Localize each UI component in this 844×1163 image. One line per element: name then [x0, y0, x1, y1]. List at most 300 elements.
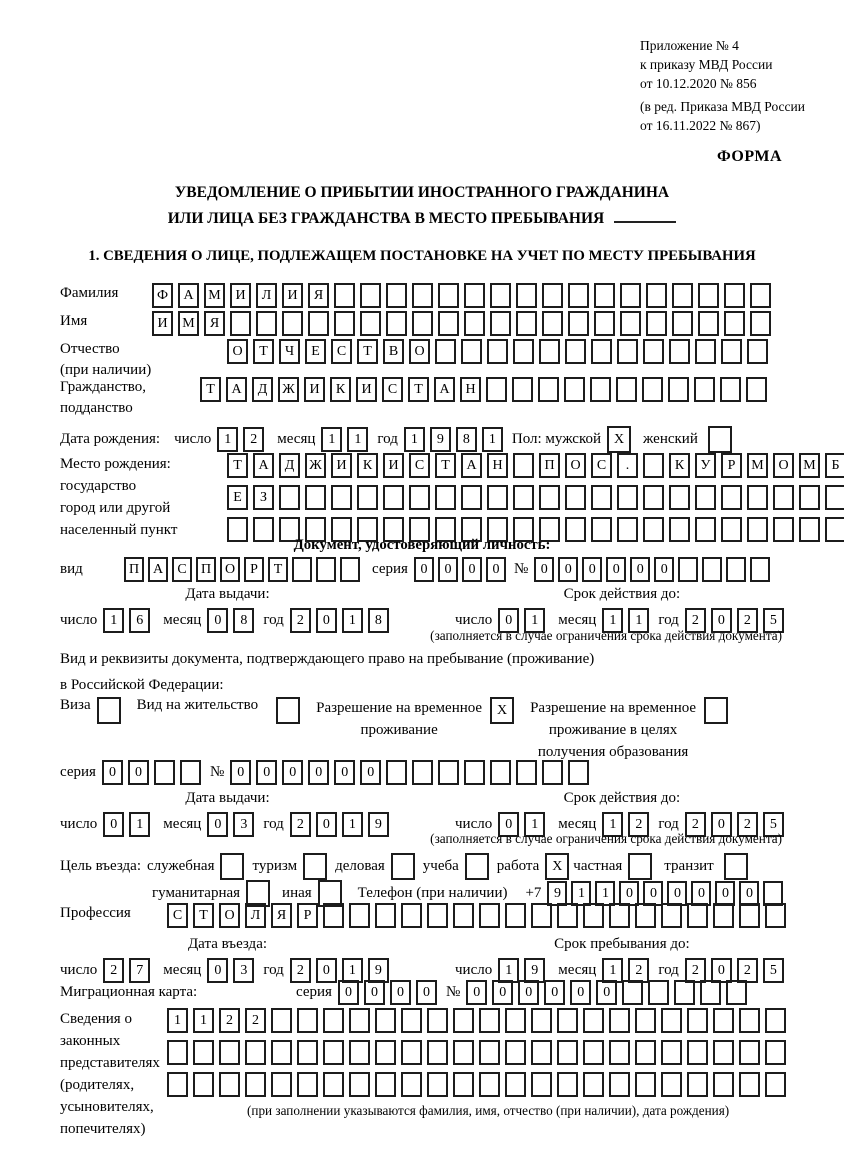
form-cell[interactable]: [297, 1040, 318, 1065]
form-cell[interactable]: [245, 1072, 266, 1097]
form-cell[interactable]: [565, 339, 586, 364]
form-cell[interactable]: [386, 311, 407, 336]
form-cell[interactable]: [360, 283, 381, 308]
form-cell[interactable]: 9: [547, 881, 567, 906]
form-cell[interactable]: [154, 760, 175, 785]
form-cell[interactable]: [513, 453, 534, 478]
form-cell[interactable]: [635, 1008, 656, 1033]
form-cell[interactable]: 1: [321, 427, 342, 452]
form-cell[interactable]: [531, 1072, 552, 1097]
form-cell[interactable]: Т: [357, 339, 378, 364]
form-cell[interactable]: 2: [685, 958, 706, 983]
form-cell[interactable]: [505, 903, 526, 928]
form-cell[interactable]: О: [409, 339, 430, 364]
form-cell[interactable]: [334, 311, 355, 336]
form-cell[interactable]: 0: [715, 881, 735, 906]
form-cell[interactable]: [687, 1072, 708, 1097]
form-cell[interactable]: [568, 283, 589, 308]
form-cell[interactable]: Ж: [278, 377, 299, 402]
form-cell[interactable]: [713, 1072, 734, 1097]
form-cell[interactable]: [747, 485, 768, 510]
form-cell[interactable]: А: [226, 377, 247, 402]
form-cell[interactable]: П: [196, 557, 216, 582]
form-checkbox[interactable]: [303, 853, 327, 880]
form-cell[interactable]: [401, 1072, 422, 1097]
form-cell[interactable]: [349, 1072, 370, 1097]
form-cell[interactable]: 2: [737, 958, 758, 983]
form-cell[interactable]: 0: [654, 557, 674, 582]
form-cell[interactable]: 1: [103, 608, 124, 633]
form-cell[interactable]: [695, 485, 716, 510]
form-cell[interactable]: 8: [368, 608, 389, 633]
form-cell[interactable]: [687, 903, 708, 928]
form-cell[interactable]: 0: [570, 980, 591, 1005]
form-cell[interactable]: [825, 517, 844, 542]
form-cell[interactable]: [305, 485, 326, 510]
form-cell[interactable]: [427, 903, 448, 928]
form-cell[interactable]: [464, 311, 485, 336]
form-cell[interactable]: 0: [316, 608, 337, 633]
form-cell[interactable]: 0: [364, 980, 385, 1005]
form-cell[interactable]: [279, 485, 300, 510]
form-cell[interactable]: О: [219, 903, 240, 928]
form-cell[interactable]: 1: [498, 958, 519, 983]
form-cell[interactable]: [490, 760, 511, 785]
form-cell[interactable]: [167, 1040, 188, 1065]
form-cell[interactable]: Д: [279, 453, 300, 478]
form-cell[interactable]: 1: [602, 608, 623, 633]
form-cell[interactable]: 0: [230, 760, 251, 785]
form-cell[interactable]: [661, 903, 682, 928]
form-cell[interactable]: [349, 903, 370, 928]
form-cell[interactable]: [702, 557, 722, 582]
form-cell[interactable]: [323, 1008, 344, 1033]
form-cell[interactable]: 0: [498, 812, 519, 837]
form-cell[interactable]: [386, 283, 407, 308]
form-cell[interactable]: И: [331, 453, 352, 478]
form-cell[interactable]: 7: [129, 958, 150, 983]
form-cell[interactable]: [435, 339, 456, 364]
form-cell[interactable]: 0: [308, 760, 329, 785]
form-cell[interactable]: Т: [227, 453, 248, 478]
form-cell[interactable]: [739, 903, 760, 928]
form-cell[interactable]: [453, 1040, 474, 1065]
form-cell[interactable]: [516, 760, 537, 785]
form-cell[interactable]: [591, 339, 612, 364]
form-cell[interactable]: 5: [763, 812, 784, 837]
form-cell[interactable]: [765, 903, 786, 928]
form-cell[interactable]: С: [167, 903, 188, 928]
form-cell[interactable]: [542, 311, 563, 336]
form-cell[interactable]: 0: [691, 881, 711, 906]
form-cell[interactable]: И: [383, 453, 404, 478]
form-cell[interactable]: [360, 311, 381, 336]
form-cell[interactable]: [721, 339, 742, 364]
form-cell[interactable]: [297, 1008, 318, 1033]
form-checkbox[interactable]: [97, 697, 121, 724]
form-cell[interactable]: [542, 283, 563, 308]
form-cell[interactable]: 1: [193, 1008, 214, 1033]
form-cell[interactable]: [724, 311, 745, 336]
form-cell[interactable]: [616, 377, 637, 402]
form-cell[interactable]: И: [282, 283, 303, 308]
form-cell[interactable]: [193, 1072, 214, 1097]
form-cell[interactable]: [700, 980, 721, 1005]
form-cell[interactable]: [721, 485, 742, 510]
form-cell[interactable]: 0: [338, 980, 359, 1005]
form-cell[interactable]: 2: [737, 812, 758, 837]
form-cell[interactable]: [643, 339, 664, 364]
form-cell[interactable]: М: [204, 283, 225, 308]
form-cell[interactable]: 0: [360, 760, 381, 785]
form-cell[interactable]: [643, 485, 664, 510]
form-cell[interactable]: [609, 1008, 630, 1033]
form-checkbox[interactable]: [628, 853, 652, 880]
form-cell[interactable]: [617, 339, 638, 364]
form-cell[interactable]: [505, 1040, 526, 1065]
form-cell[interactable]: 1: [217, 427, 238, 452]
form-cell[interactable]: Т: [193, 903, 214, 928]
form-cell[interactable]: [531, 1008, 552, 1033]
form-checkbox[interactable]: X: [545, 853, 569, 880]
form-cell[interactable]: 0: [416, 980, 437, 1005]
form-cell[interactable]: Т: [435, 453, 456, 478]
form-cell[interactable]: 2: [290, 608, 311, 633]
form-cell[interactable]: Я: [271, 903, 292, 928]
form-checkbox[interactable]: [708, 426, 732, 453]
form-cell[interactable]: 1: [595, 881, 615, 906]
form-cell[interactable]: 0: [582, 557, 602, 582]
form-cell[interactable]: [724, 283, 745, 308]
form-cell[interactable]: Д: [252, 377, 273, 402]
form-cell[interactable]: Е: [305, 339, 326, 364]
form-cell[interactable]: [453, 1008, 474, 1033]
form-cell[interactable]: П: [124, 557, 144, 582]
form-cell[interactable]: [591, 485, 612, 510]
form-cell[interactable]: [308, 311, 329, 336]
form-cell[interactable]: 0: [207, 958, 228, 983]
form-cell[interactable]: [512, 377, 533, 402]
form-cell[interactable]: 0: [711, 958, 732, 983]
form-cell[interactable]: [427, 1072, 448, 1097]
form-cell[interactable]: [349, 1040, 370, 1065]
form-cell[interactable]: З: [253, 485, 274, 510]
form-cell[interactable]: [513, 339, 534, 364]
form-cell[interactable]: 1: [404, 427, 425, 452]
form-cell[interactable]: [438, 311, 459, 336]
form-cell[interactable]: [594, 311, 615, 336]
form-cell[interactable]: И: [152, 311, 173, 336]
form-cell[interactable]: [698, 311, 719, 336]
form-cell[interactable]: Р: [244, 557, 264, 582]
form-cell[interactable]: [230, 311, 251, 336]
form-cell[interactable]: О: [220, 557, 240, 582]
form-checkbox[interactable]: [465, 853, 489, 880]
form-cell[interactable]: 1: [342, 608, 363, 633]
form-cell[interactable]: [620, 311, 641, 336]
form-cell[interactable]: 0: [316, 958, 337, 983]
form-cell[interactable]: Л: [256, 283, 277, 308]
form-cell[interactable]: К: [669, 453, 690, 478]
form-cell[interactable]: Р: [297, 903, 318, 928]
form-cell[interactable]: [193, 1040, 214, 1065]
form-cell[interactable]: [765, 1072, 786, 1097]
form-cell[interactable]: 0: [619, 881, 639, 906]
form-cell[interactable]: [401, 1040, 422, 1065]
form-cell[interactable]: [568, 311, 589, 336]
form-cell[interactable]: И: [230, 283, 251, 308]
form-checkbox[interactable]: [704, 697, 728, 724]
form-cell[interactable]: [538, 377, 559, 402]
form-cell[interactable]: 2: [685, 608, 706, 633]
form-cell[interactable]: [669, 339, 690, 364]
form-cell[interactable]: [486, 377, 507, 402]
form-cell[interactable]: Т: [200, 377, 221, 402]
form-cell[interactable]: [668, 377, 689, 402]
form-cell[interactable]: [375, 1040, 396, 1065]
form-cell[interactable]: [713, 903, 734, 928]
form-cell[interactable]: 0: [667, 881, 687, 906]
form-cell[interactable]: 0: [558, 557, 578, 582]
form-cell[interactable]: 5: [763, 958, 784, 983]
form-cell[interactable]: [487, 485, 508, 510]
form-cell[interactable]: [643, 453, 664, 478]
form-cell[interactable]: 0: [711, 608, 732, 633]
form-cell[interactable]: С: [172, 557, 192, 582]
form-cell[interactable]: [383, 485, 404, 510]
form-cell[interactable]: 9: [524, 958, 545, 983]
form-cell[interactable]: 1: [524, 608, 545, 633]
form-cell[interactable]: У: [695, 453, 716, 478]
form-cell[interactable]: [349, 1008, 370, 1033]
form-cell[interactable]: 0: [534, 557, 554, 582]
form-cell[interactable]: [490, 283, 511, 308]
form-cell[interactable]: 3: [233, 958, 254, 983]
form-cell[interactable]: И: [356, 377, 377, 402]
form-cell[interactable]: 1: [571, 881, 591, 906]
form-cell[interactable]: Т: [268, 557, 288, 582]
form-cell[interactable]: П: [539, 453, 560, 478]
form-cell[interactable]: [271, 1040, 292, 1065]
form-cell[interactable]: 1: [602, 958, 623, 983]
form-cell[interactable]: 2: [628, 812, 649, 837]
form-cell[interactable]: .: [617, 453, 638, 478]
form-cell[interactable]: [672, 311, 693, 336]
form-cell[interactable]: [739, 1072, 760, 1097]
form-cell[interactable]: 0: [207, 608, 228, 633]
form-cell[interactable]: [435, 485, 456, 510]
form-cell[interactable]: [617, 485, 638, 510]
form-cell[interactable]: [516, 283, 537, 308]
form-cell[interactable]: М: [178, 311, 199, 336]
form-cell[interactable]: [539, 485, 560, 510]
form-cell[interactable]: [487, 339, 508, 364]
form-cell[interactable]: [453, 903, 474, 928]
form-cell[interactable]: 0: [316, 812, 337, 837]
form-cell[interactable]: 1: [524, 812, 545, 837]
form-cell[interactable]: [590, 377, 611, 402]
form-cell[interactable]: [219, 1040, 240, 1065]
form-cell[interactable]: [479, 903, 500, 928]
form-cell[interactable]: С: [382, 377, 403, 402]
form-cell[interactable]: [687, 1008, 708, 1033]
form-cell[interactable]: [219, 1072, 240, 1097]
form-cell[interactable]: [747, 339, 768, 364]
form-cell[interactable]: 1: [129, 812, 150, 837]
form-cell[interactable]: [773, 485, 794, 510]
form-cell[interactable]: [739, 1008, 760, 1033]
form-cell[interactable]: [282, 311, 303, 336]
form-cell[interactable]: [750, 311, 771, 336]
form-cell[interactable]: [635, 1072, 656, 1097]
form-cell[interactable]: [461, 485, 482, 510]
form-cell[interactable]: [531, 903, 552, 928]
form-cell[interactable]: Е: [227, 485, 248, 510]
form-cell[interactable]: М: [747, 453, 768, 478]
form-cell[interactable]: [746, 377, 767, 402]
form-cell[interactable]: [609, 1072, 630, 1097]
form-cell[interactable]: [687, 1040, 708, 1065]
form-cell[interactable]: 0: [498, 608, 519, 633]
form-cell[interactable]: [661, 1072, 682, 1097]
form-cell[interactable]: Ф: [152, 283, 173, 308]
form-cell[interactable]: [726, 557, 746, 582]
form-cell[interactable]: А: [434, 377, 455, 402]
form-cell[interactable]: 0: [711, 812, 732, 837]
form-cell[interactable]: [464, 283, 485, 308]
form-cell[interactable]: [409, 485, 430, 510]
form-cell[interactable]: 0: [544, 980, 565, 1005]
form-cell[interactable]: 3: [233, 812, 254, 837]
form-cell[interactable]: Я: [308, 283, 329, 308]
form-cell[interactable]: О: [773, 453, 794, 478]
form-checkbox[interactable]: X: [607, 426, 631, 453]
form-cell[interactable]: А: [461, 453, 482, 478]
form-cell[interactable]: [375, 1008, 396, 1033]
form-cell[interactable]: 9: [368, 812, 389, 837]
form-cell[interactable]: М: [799, 453, 820, 478]
form-cell[interactable]: [620, 283, 641, 308]
form-cell[interactable]: [698, 283, 719, 308]
form-cell[interactable]: [694, 377, 715, 402]
form-cell[interactable]: [505, 1072, 526, 1097]
form-cell[interactable]: [720, 377, 741, 402]
form-cell[interactable]: 0: [438, 557, 458, 582]
form-cell[interactable]: [678, 557, 698, 582]
form-cell[interactable]: [646, 311, 667, 336]
form-cell[interactable]: О: [565, 453, 586, 478]
form-cell[interactable]: 2: [103, 958, 124, 983]
form-cell[interactable]: [594, 283, 615, 308]
form-cell[interactable]: 0: [414, 557, 434, 582]
form-cell[interactable]: И: [304, 377, 325, 402]
form-cell[interactable]: С: [331, 339, 352, 364]
form-cell[interactable]: 0: [103, 812, 124, 837]
form-cell[interactable]: 2: [685, 812, 706, 837]
form-cell[interactable]: 5: [763, 608, 784, 633]
form-cell[interactable]: Б: [825, 453, 844, 478]
form-cell[interactable]: 1: [167, 1008, 188, 1033]
form-cell[interactable]: [464, 760, 485, 785]
form-cell[interactable]: Ж: [305, 453, 326, 478]
form-cell[interactable]: С: [591, 453, 612, 478]
form-checkbox[interactable]: X: [490, 697, 514, 724]
form-cell[interactable]: [479, 1040, 500, 1065]
form-cell[interactable]: С: [409, 453, 430, 478]
form-cell[interactable]: [739, 1040, 760, 1065]
form-checkbox[interactable]: [220, 853, 244, 880]
form-cell[interactable]: [726, 980, 747, 1005]
form-cell[interactable]: [375, 1072, 396, 1097]
form-cell[interactable]: 0: [643, 881, 663, 906]
form-cell[interactable]: 1: [342, 812, 363, 837]
form-cell[interactable]: [635, 1040, 656, 1065]
form-cell[interactable]: 2: [290, 958, 311, 983]
form-cell[interactable]: А: [148, 557, 168, 582]
form-cell[interactable]: [516, 311, 537, 336]
form-cell[interactable]: [565, 485, 586, 510]
form-cell[interactable]: 8: [456, 427, 477, 452]
form-cell[interactable]: 0: [102, 760, 123, 785]
form-cell[interactable]: 6: [129, 608, 150, 633]
form-checkbox[interactable]: [276, 697, 300, 724]
form-cell[interactable]: 0: [334, 760, 355, 785]
form-cell[interactable]: 2: [219, 1008, 240, 1033]
form-cell[interactable]: [297, 1072, 318, 1097]
form-cell[interactable]: 0: [282, 760, 303, 785]
form-cell[interactable]: Т: [253, 339, 274, 364]
form-cell[interactable]: 0: [596, 980, 617, 1005]
form-cell[interactable]: [765, 1008, 786, 1033]
form-cell[interactable]: [334, 283, 355, 308]
form-cell[interactable]: 0: [630, 557, 650, 582]
form-cell[interactable]: 0: [486, 557, 506, 582]
form-cell[interactable]: Р: [721, 453, 742, 478]
form-cell[interactable]: Л: [245, 903, 266, 928]
form-cell[interactable]: 0: [128, 760, 149, 785]
form-cell[interactable]: [386, 760, 407, 785]
form-cell[interactable]: [539, 339, 560, 364]
form-cell[interactable]: [646, 283, 667, 308]
form-cell[interactable]: [479, 1008, 500, 1033]
form-cell[interactable]: [340, 557, 360, 582]
form-cell[interactable]: 9: [430, 427, 451, 452]
form-cell[interactable]: В: [383, 339, 404, 364]
form-cell[interactable]: 1: [347, 427, 368, 452]
form-cell[interactable]: 8: [233, 608, 254, 633]
form-cell[interactable]: [375, 903, 396, 928]
form-cell[interactable]: [412, 311, 433, 336]
form-cell[interactable]: Я: [204, 311, 225, 336]
form-cell[interactable]: [323, 1040, 344, 1065]
form-cell[interactable]: [750, 557, 770, 582]
form-cell[interactable]: 0: [256, 760, 277, 785]
form-cell[interactable]: [401, 903, 422, 928]
form-cell[interactable]: 1: [628, 608, 649, 633]
form-cell[interactable]: [180, 760, 201, 785]
form-cell[interactable]: [542, 760, 563, 785]
form-cell[interactable]: [750, 283, 771, 308]
form-cell[interactable]: [453, 1072, 474, 1097]
form-cell[interactable]: [713, 1008, 734, 1033]
form-cell[interactable]: [557, 1040, 578, 1065]
form-cell[interactable]: 1: [342, 958, 363, 983]
form-cell[interactable]: Н: [487, 453, 508, 478]
form-checkbox[interactable]: [724, 853, 748, 880]
form-cell[interactable]: Т: [408, 377, 429, 402]
form-cell[interactable]: [583, 1040, 604, 1065]
form-cell[interactable]: 0: [207, 812, 228, 837]
